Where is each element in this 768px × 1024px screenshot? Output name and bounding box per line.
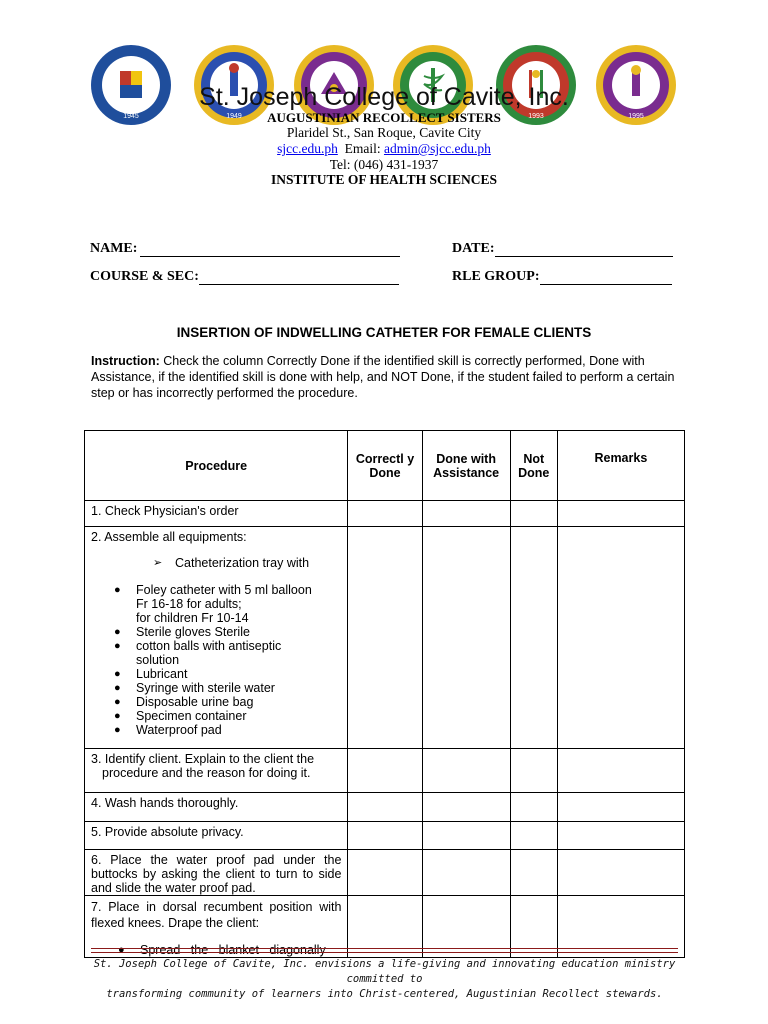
list-item: for children Fr 10-14 [136,611,249,625]
cell-remarks[interactable] [557,822,684,850]
name-blank[interactable] [140,244,400,257]
sisters-line: AUGUSTINIAN RECOLLECT SISTERS [267,110,501,125]
cell-remarks[interactable] [557,527,684,749]
sub-item: ● Spread the blanket diagonally [118,943,326,957]
table-row [85,793,685,822]
tel-line: Tel: (046) 431-1937 [329,157,439,172]
step-7: 7. Place in dorsal recumbent position with flexed knees. Drape the client: [91,900,342,930]
table-row [85,527,685,749]
rle-blank[interactable] [540,272,672,285]
date-blank[interactable] [495,244,673,257]
course-label: COURSE & SEC: [90,269,199,284]
email-label: Email: [344,141,381,156]
cell-correctly-done[interactable] [348,850,422,896]
list-item: ● Syringe with sterile water [114,681,275,695]
step-6: 6. Place the water proof pad under the buttocks by asking the client to turn to side and slide the water proof pad. [91,853,342,895]
bullet-icon: ● [114,724,121,736]
list-item: ● Disposable urine bag [114,695,254,709]
bullet-icon: ● [114,696,121,708]
cell-done-with-assistance[interactable] [422,527,510,749]
step-1: 1. Check Physician's order [91,504,239,518]
list-item: ● Sterile gloves Sterile [114,625,250,639]
bullet-icon: ● [114,584,121,596]
email-link[interactable]: admin@sjcc.edu.ph [383,141,491,156]
cell-not-done[interactable] [510,822,557,850]
step-2: 2. Assemble all equipments: [91,530,247,544]
cell-done-with-assistance[interactable] [422,793,510,822]
cell-correctly-done[interactable] [348,749,422,793]
step-3: 3. Identify client. Explain to the client the procedure and the reason for doing it. [91,752,315,780]
list-item: Fr 16-18 for adults; [136,597,242,611]
header-done-with-assistance: Done with Assistance [422,431,510,501]
header-procedure: Procedure [85,431,348,501]
header-remarks: Remarks [557,431,684,501]
cell-remarks[interactable] [557,793,684,822]
table-row [85,850,685,896]
table-row [85,501,685,527]
bullet-icon: ● [118,944,125,956]
institute-line: INSTITUTE OF HEALTH SCIENCES [271,172,497,187]
arrow-bullet-icon: ➢ [153,557,163,569]
bullet-icon: ● [114,626,121,638]
seal-year: 1993 [528,113,544,120]
step-5: 5. Provide absolute privacy. [91,825,244,839]
instruction-text [91,353,681,401]
cell-not-done[interactable] [510,527,557,749]
list-item: ● cotton balls with antiseptic [114,639,282,653]
cell-done-with-assistance[interactable] [422,749,510,793]
seal-year: 1949 [226,113,242,120]
website-link[interactable]: sjcc.edu.ph [277,141,338,156]
cell-not-done[interactable] [510,850,557,896]
cell-done-with-assistance[interactable] [422,501,510,527]
cell-remarks[interactable] [557,501,684,527]
contact-line [0,141,768,157]
course-blank[interactable] [199,272,399,285]
cell-correctly-done[interactable] [348,527,422,749]
cell-remarks[interactable] [557,749,684,793]
vision-statement: St. Joseph College of Cavite, Inc. envisions a life-giving and innovating education ministry committed to transforming community of learners into Christ-centered, Augustinian Recollect stewards. [93,958,676,1000]
list-item: ● Waterproof pad [114,723,222,737]
header-not-done: Not Done [510,431,557,501]
cell-not-done[interactable] [510,749,557,793]
cell-done-with-assistance[interactable] [422,850,510,896]
step-4: 4. Wash hands thoroughly. [91,796,239,810]
header-correctly-done: Correctl y Done [348,431,422,501]
list-item: ● Specimen container [114,709,247,723]
bullet-icon: ● [114,682,121,694]
seal-year: 1945 [123,113,139,120]
cell-remarks[interactable] [557,850,684,896]
footer-rule [91,952,678,953]
cell-not-done[interactable] [510,501,557,527]
rle-label: RLE GROUP: [452,269,540,284]
cell-not-done[interactable] [510,793,557,822]
table-header-row [85,431,685,501]
list-item: ● Lubricant [114,667,188,681]
name-label: NAME: [90,241,138,256]
cell-correctly-done[interactable] [348,822,422,850]
list-item: solution [136,653,180,667]
table-row [85,822,685,850]
seal-year: 1995 [628,113,644,120]
cell-correctly-done[interactable] [348,793,422,822]
table-row [85,749,685,793]
address-line: Plaridel St., San Roque, Cavite City [286,125,482,140]
course-field [90,269,399,285]
instruction-body: Check the column Correctly Done if the identified skill is correctly performed, Done with Assistance, if the identified skill is done with help, and NOT Done, if the student failed to perform a certain step or has incorrectly performed the procedure. [91,354,675,400]
list-item: ● Foley catheter with 5 ml balloon [114,583,312,597]
rle-group-field [452,269,672,285]
date-label: DATE: [452,241,495,256]
college-name: St. Joseph College of Cavite, Inc. [199,83,569,111]
name-field [90,241,400,257]
bullet-icon: ● [114,710,121,722]
checklist-table [84,430,685,958]
bullet-icon: ● [114,640,121,652]
cell-correctly-done[interactable] [348,501,422,527]
footer-rule [91,948,678,949]
bullet-icon: ● [114,668,121,680]
equipment-list [85,583,347,737]
cell-done-with-assistance[interactable] [422,822,510,850]
date-field [452,241,673,257]
instruction-label: Instruction: [91,354,160,368]
sub-item: ➢ Catheterization tray with [153,556,310,570]
document-title: INSERTION OF INDWELLING CATHETER FOR FEMALE CLIENTS [176,325,592,340]
